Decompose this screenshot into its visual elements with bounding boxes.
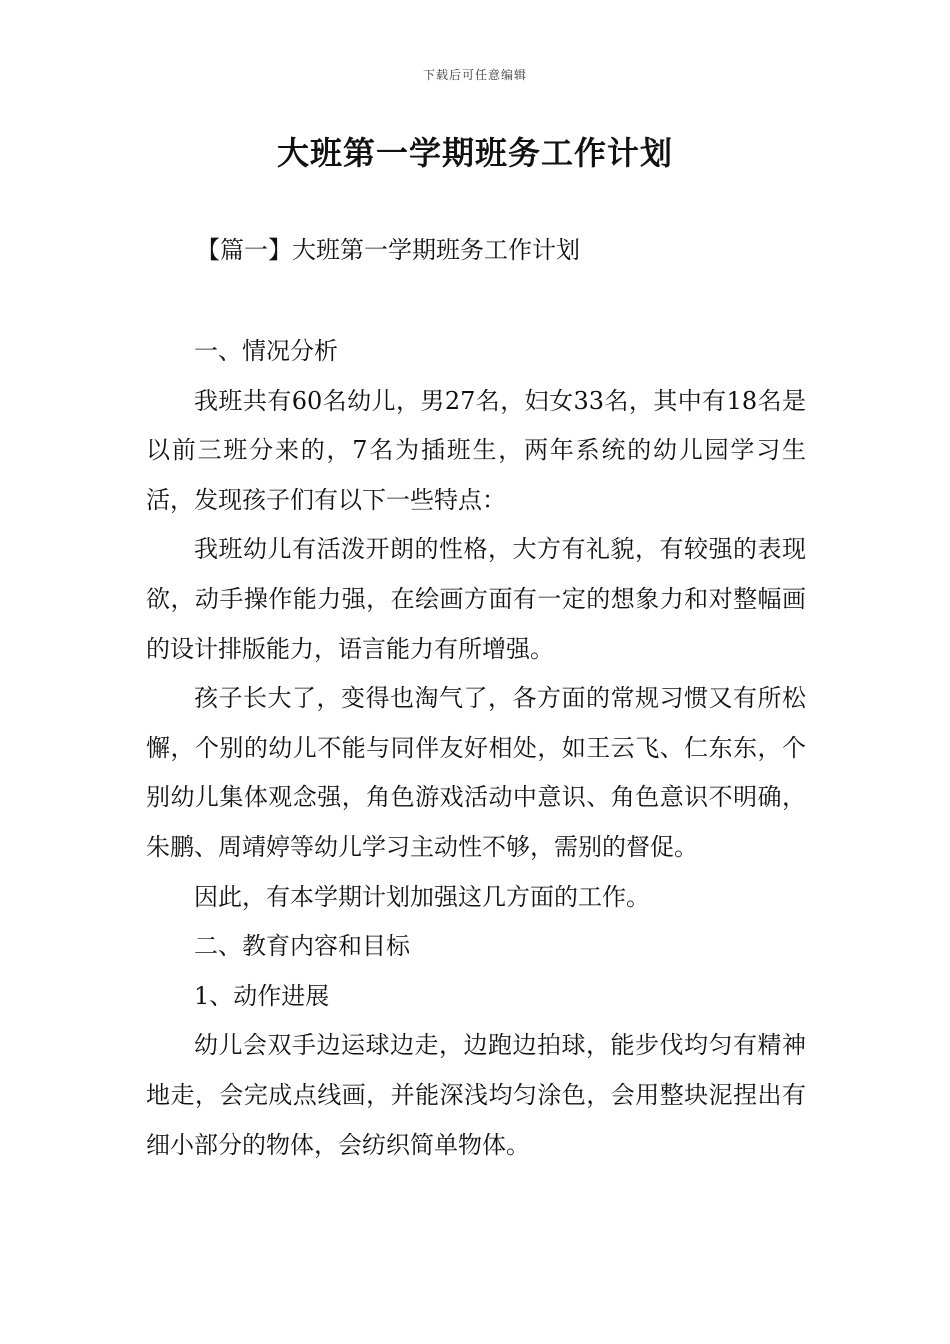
paragraph-class-overview: 我班共有60名幼儿，男27名，妇女33名，其中有18名是以前三班分来的，7名为插班生，两年系统的幼儿园学习生活，发现孩子们有以下一些特点：	[146, 386, 806, 514]
heading-content-goals: 二、教育内容和目标	[194, 932, 410, 961]
document-title: 大班第一学期班务工作计划	[276, 134, 673, 172]
paragraph-strengths: 我班幼儿有活泼开朗的性格，大方有礼貌，有较强的表现欲，动手操作能力强，在绘画方面有一定的想象力和对整幅画的设计排版能力，语言能力有所增强。	[146, 535, 806, 663]
paragraph-motor-goals: 幼儿会双手边运球边走，边跑边拍球，能步伐均匀有精神地走，会完成点线画，并能深浅均匀涂色，会用整块泥捏出有细小部分的物体，会纺织简单物体。	[146, 1031, 806, 1159]
header-note: 下载后可任意编辑	[422, 68, 527, 82]
paragraph-weaknesses: 孩子长大了，变得也淘气了，各方面的常规习惯又有所松懈，个别的幼儿不能与同伴友好相处，如王云飞、仁东东，个别幼儿集体观念强，角色游戏活动中意识、角色意识不明确，朱鹏、周靖婷等幼儿学习主动性不够，需别的督促。	[146, 684, 806, 861]
section-subtitle: 【篇一】大班第一学期班务工作计划	[196, 236, 580, 264]
heading-situation-analysis: 一、情况分析	[194, 337, 338, 365]
heading-motor-development: 1、动作进展	[194, 981, 330, 1010]
paragraph-conclusion: 因此，有本学期计划加强这几方面的工作。	[194, 882, 650, 911]
document-body	[146, 327, 806, 1170]
